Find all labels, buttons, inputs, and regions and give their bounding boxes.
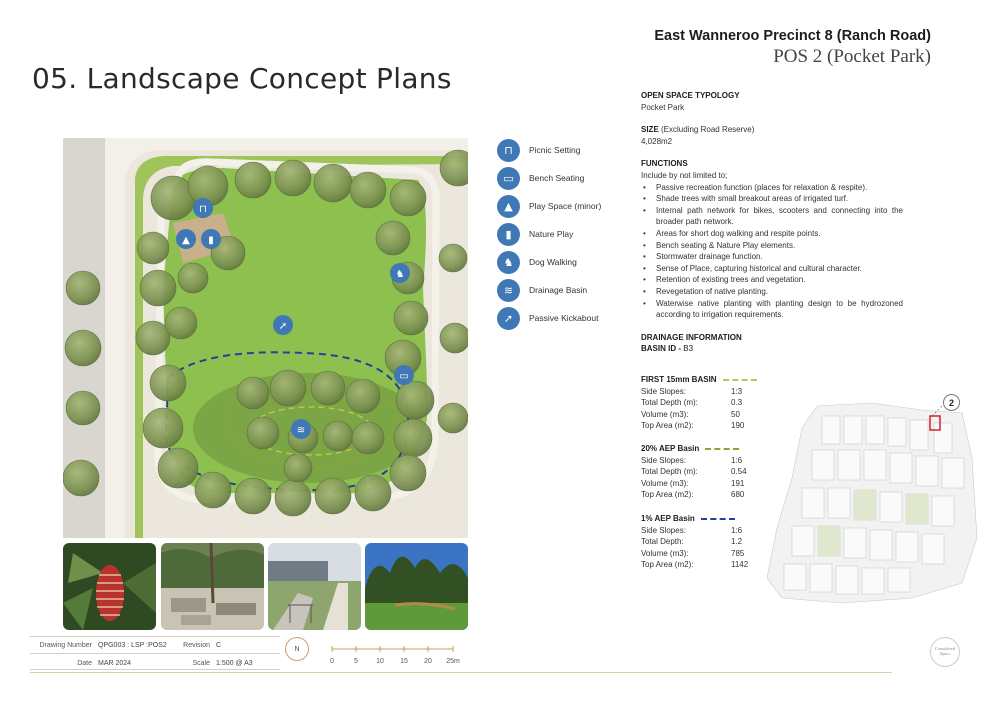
scale-bar-graphic (328, 641, 463, 667)
basin-key: Total Depth (m): (641, 398, 698, 408)
basin-table-first-15mm (641, 374, 757, 432)
basin-key: Side Slopes: (641, 525, 686, 535)
play-space-icon: ▲ (497, 195, 520, 218)
scale-tick: 20 (424, 658, 432, 665)
scale-tick: 0 (330, 658, 334, 665)
basin-key: Volume (m3): (641, 548, 689, 558)
legend-item-picnic (497, 136, 622, 164)
nature-play-icon: ▮ (497, 223, 520, 246)
list-item: • Internal path network for bikes, scooters and connecting into the broader path network. (641, 205, 903, 228)
revision-label: Revision (183, 641, 210, 649)
footer-rule (30, 672, 892, 673)
functions-intro: Include by not limited to; (641, 170, 728, 180)
scale-tick: 15 (400, 658, 408, 665)
list-item: • Shade trees with small breakout areas of irrigated turf. (641, 193, 903, 205)
info-panel (641, 90, 903, 355)
legend-label: Picnic Setting (529, 145, 581, 155)
list-item: • Areas for short dog walking and respite points. (641, 228, 903, 240)
basin-value: 50 (731, 409, 740, 419)
legend-label: Drainage Basin (529, 285, 588, 295)
legend-label: Nature Play (529, 229, 574, 239)
list-item: • Passive recreation function (places for relaxation & respite). (641, 182, 903, 194)
svg-text:≋: ≋ (296, 425, 306, 436)
typology-heading: OPEN SPACE TYPOLOGY (641, 91, 740, 100)
bench-icon: ▭ (497, 167, 520, 190)
legend-item-play-space (497, 192, 622, 220)
basin-key: Top Area (m2): (641, 560, 694, 570)
park-photo-illustration (365, 543, 468, 630)
functions-list (641, 182, 903, 321)
drawing-number: QPG003 : LSP :POS2 (98, 641, 167, 649)
basin-key: Total Depth (m): (641, 467, 698, 477)
basin-value: 190 (731, 421, 745, 431)
typology-value: Pocket Park (641, 102, 685, 112)
svg-text:▮: ▮ (208, 235, 214, 246)
date-label: Date (77, 659, 92, 667)
photo-path-landscape (268, 543, 361, 630)
basin-value: 1:3 (731, 386, 743, 396)
landscape-plan (63, 138, 468, 538)
site-location-map (762, 398, 980, 608)
date-value: MAR 2024 (98, 659, 132, 667)
basin-value: 1.2 (731, 537, 743, 547)
svg-text:➚: ➚ (278, 321, 288, 332)
list-item: • Revegetation of native planting. (641, 286, 903, 298)
basin-id-value: B3 (683, 344, 694, 354)
basin-key: Volume (m3): (641, 409, 689, 419)
legend-item-drainage-basin (497, 276, 622, 304)
scale-tick: 25m (446, 658, 460, 665)
north-label: N (294, 645, 300, 653)
legend-item-nature-play (497, 220, 622, 248)
svg-text:▭: ▭ (399, 371, 409, 382)
north-arrow-icon (285, 637, 309, 661)
legend-label: Play Space (minor) (529, 201, 602, 211)
photo-picnic-setting (161, 543, 264, 630)
scale-bar (328, 641, 463, 672)
basin-table-20-aep (641, 443, 747, 501)
basin-key: Top Area (m2): (641, 490, 694, 500)
size-note: (Excluding Road Reserve) (661, 125, 755, 135)
legend-label: Passive Kickabout (529, 313, 599, 323)
kickabout-icon: ➚ (497, 307, 520, 330)
basin-value: 680 (731, 490, 745, 500)
basin-key: Side Slopes: (641, 455, 686, 465)
title-block (30, 637, 266, 671)
list-item: • Waterwise native planting with planting design to be hydrozoned according to irrigation requirements. (641, 298, 903, 321)
svg-text:⊓: ⊓ (199, 204, 207, 215)
project-subtitle: POS 2 (Pocket Park) (773, 46, 931, 67)
site-map-drawing (762, 398, 980, 608)
basin-line-key (705, 448, 739, 450)
list-item: • Bench seating & Nature Play elements. (641, 240, 903, 252)
picnic-icon: ⊓ (497, 139, 520, 162)
basin-value: 785 (731, 548, 745, 558)
basin-value: 1:6 (731, 455, 743, 465)
basin-value: 0.3 (731, 398, 743, 408)
legend-item-bench (497, 164, 622, 192)
scale-tick: 5 (354, 658, 358, 665)
basin-key: Top Area (m2): (641, 421, 694, 431)
drainage-basin-icon: ≋ (497, 279, 520, 302)
page-title: 05. Landscape Concept Plans (32, 62, 452, 95)
legend-item-kickabout (497, 304, 622, 332)
project-name: East Wanneroo Precinct 8 (Ranch Road) (654, 28, 931, 44)
basin-title: 1% AEP Basin (641, 514, 695, 523)
basin-title: 20% AEP Basin (641, 444, 700, 453)
basin-table-1-aep (641, 513, 748, 571)
svg-text:▲: ▲ (182, 235, 190, 246)
drainage-heading: DRAINAGE INFORMATION (641, 332, 742, 342)
scale-tick: 10 (376, 658, 384, 665)
basin-line-key (701, 518, 735, 520)
legend-item-dog-walking (497, 248, 622, 276)
basin-value: 1:6 (731, 525, 743, 535)
svg-text:♞: ♞ (395, 269, 405, 280)
legend-label: Dog Walking (529, 257, 577, 267)
basin-key: Side Slopes: (641, 386, 686, 396)
consultant-logo: Considered Space (930, 637, 960, 667)
basin-title: FIRST 15mm BASIN (641, 375, 717, 384)
basin-value: 191 (731, 478, 745, 488)
scale-value: 1:500 @ A3 (216, 659, 253, 667)
basin-value: 0.54 (731, 467, 747, 477)
basin-id-label: BASIN ID - (641, 344, 681, 354)
size-value: 4,028m2 (641, 136, 673, 146)
picnic-photo-illustration (161, 543, 264, 630)
basin-key: Total Depth: (641, 537, 684, 547)
legend (497, 136, 622, 332)
drawing-number-label: Drawing Number (39, 641, 92, 649)
list-item: • Retention of existing trees and vegetation. (641, 274, 903, 286)
basin-value: 1142 (731, 560, 749, 570)
photo-banksia-flower (63, 543, 156, 630)
path-photo-illustration (268, 543, 361, 630)
basin-line-key (723, 379, 757, 381)
size-heading: SIZE (641, 125, 659, 135)
banksia-illustration (63, 543, 156, 630)
functions-heading: FUNCTIONS (641, 159, 688, 169)
revision-value: C (216, 641, 222, 649)
scale-label: Scale (192, 659, 210, 667)
dog-walking-icon: ♞ (497, 251, 520, 274)
photo-park-turf (365, 543, 468, 630)
list-item: • Stormwater drainage function. (641, 251, 903, 263)
map-callout-marker: 2 (943, 394, 960, 411)
list-item: • Sense of Place, capturing historical and cultural character. (641, 263, 903, 275)
legend-label: Bench Seating (529, 173, 585, 183)
basin-key: Volume (m3): (641, 478, 689, 488)
landscape-plan-drawing (63, 138, 468, 538)
